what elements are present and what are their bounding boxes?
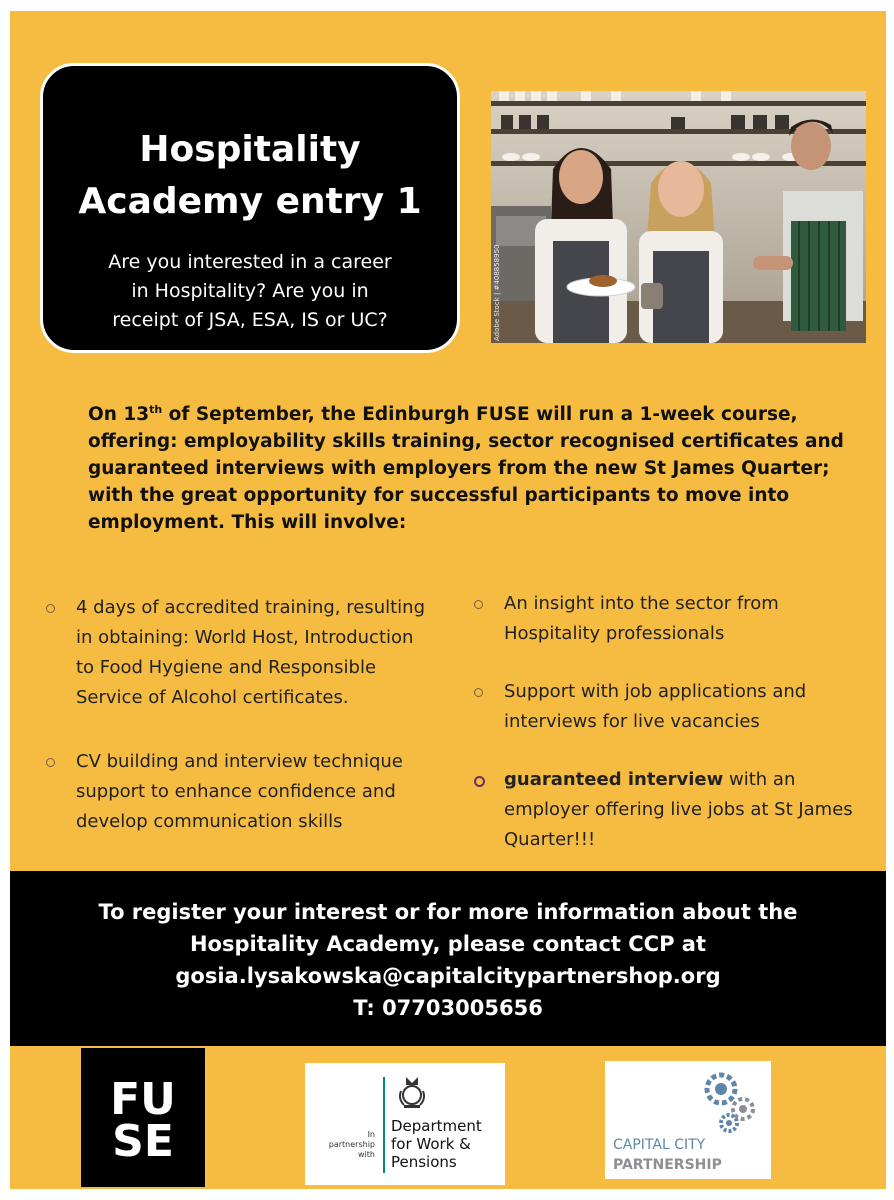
- circle-bullet-icon: [474, 776, 485, 787]
- subtitle-line-3: receipt of JSA, ESA, IS or UC?: [112, 309, 388, 331]
- bullet-text: An insight into the sector from Hospitality professionals: [504, 593, 779, 644]
- dwp-partner-line-1: In: [367, 1130, 375, 1139]
- contact-phone[interactable]: T: 07703005656: [353, 996, 543, 1020]
- capital-city-partnership-logo: [605, 1061, 771, 1179]
- subtitle-line-1: Are you interested in a career: [108, 251, 392, 273]
- bullet-item: [474, 677, 854, 737]
- hospitality-staff-photo: [491, 91, 866, 343]
- bullet-list-left: [46, 593, 436, 837]
- photo-watermark: Adobe Stock | #408858950: [493, 244, 501, 341]
- title-line-1: Hospitality: [139, 129, 361, 170]
- dwp-partner-line-3: with: [358, 1150, 375, 1159]
- bullet-text: Support with job applications and interviews for live vacancies: [504, 681, 807, 732]
- bullet-item-highlight: [474, 765, 854, 855]
- bullet-item: [46, 747, 436, 837]
- page-title: [43, 124, 457, 228]
- contact-email[interactable]: gosia.lysakowska@capitalcitypartnershop.org: [175, 964, 721, 988]
- gears-icon: [707, 1075, 753, 1131]
- contact-line-1: To register your interest or for more information about the: [98, 900, 798, 924]
- title-line-2: Academy entry 1: [78, 181, 422, 222]
- dwp-name-line-2: for Work &: [391, 1135, 471, 1153]
- bullet-item: [46, 593, 436, 713]
- poster: [10, 11, 886, 1189]
- dwp-partner-line-2: partnership: [328, 1140, 375, 1149]
- fuse-logo: [81, 1048, 205, 1187]
- dwp-name-line-1: Department: [391, 1117, 482, 1135]
- royal-crest-icon: [400, 1077, 424, 1108]
- bullet-list-right: [474, 589, 854, 855]
- bullet-bold-text: guaranteed interview: [504, 769, 724, 790]
- circle-bullet-icon: [46, 758, 55, 767]
- circle-bullet-icon: [474, 688, 483, 697]
- title-box: [40, 63, 460, 353]
- cafe-staff-illustration: [491, 91, 866, 343]
- bullet-text: 4 days of accredited training, resulting in obtaining: World Host, Introduction to Food Hygiene and Responsible Service of Alcohol certificates.: [76, 597, 425, 708]
- intro-lead: On 13: [88, 404, 150, 425]
- dwp-logo: [305, 1063, 505, 1185]
- ccp-line-2: PARTNERSHIP: [613, 1157, 722, 1173]
- subtitle: [70, 248, 430, 335]
- bullet-text: with an employer offering live jobs at St James Quarter!!!: [504, 769, 853, 850]
- fuse-logo-row-2: SE: [112, 1116, 174, 1167]
- bullet-item: [474, 589, 854, 649]
- ccp-line-1: CAPITAL CITY: [613, 1137, 706, 1153]
- dwp-name-line-3: Pensions: [391, 1153, 457, 1171]
- intro-sup: th: [149, 402, 163, 416]
- contact-line-2: Hospitality Academy, please contact CCP at: [189, 932, 707, 956]
- intro-rest: of September, the Edinburgh FUSE will run a 1-week course, offering: employability skills training, sector recognised certificates and guaranteed interviews with employers from the new St James Quarter; with the great opportunity for successful participants to move into employment. This will involve:: [88, 404, 844, 533]
- fuse-logo-row-1: FU: [110, 1074, 176, 1125]
- course-intro: [88, 401, 848, 536]
- bullet-text: CV building and interview technique support to enhance confidence and develop communication skills: [76, 751, 403, 832]
- contact-band: [10, 871, 886, 1046]
- circle-bullet-icon: [474, 600, 483, 609]
- subtitle-line-2: in Hospitality? Are you in: [131, 280, 369, 302]
- circle-bullet-icon: [46, 604, 55, 613]
